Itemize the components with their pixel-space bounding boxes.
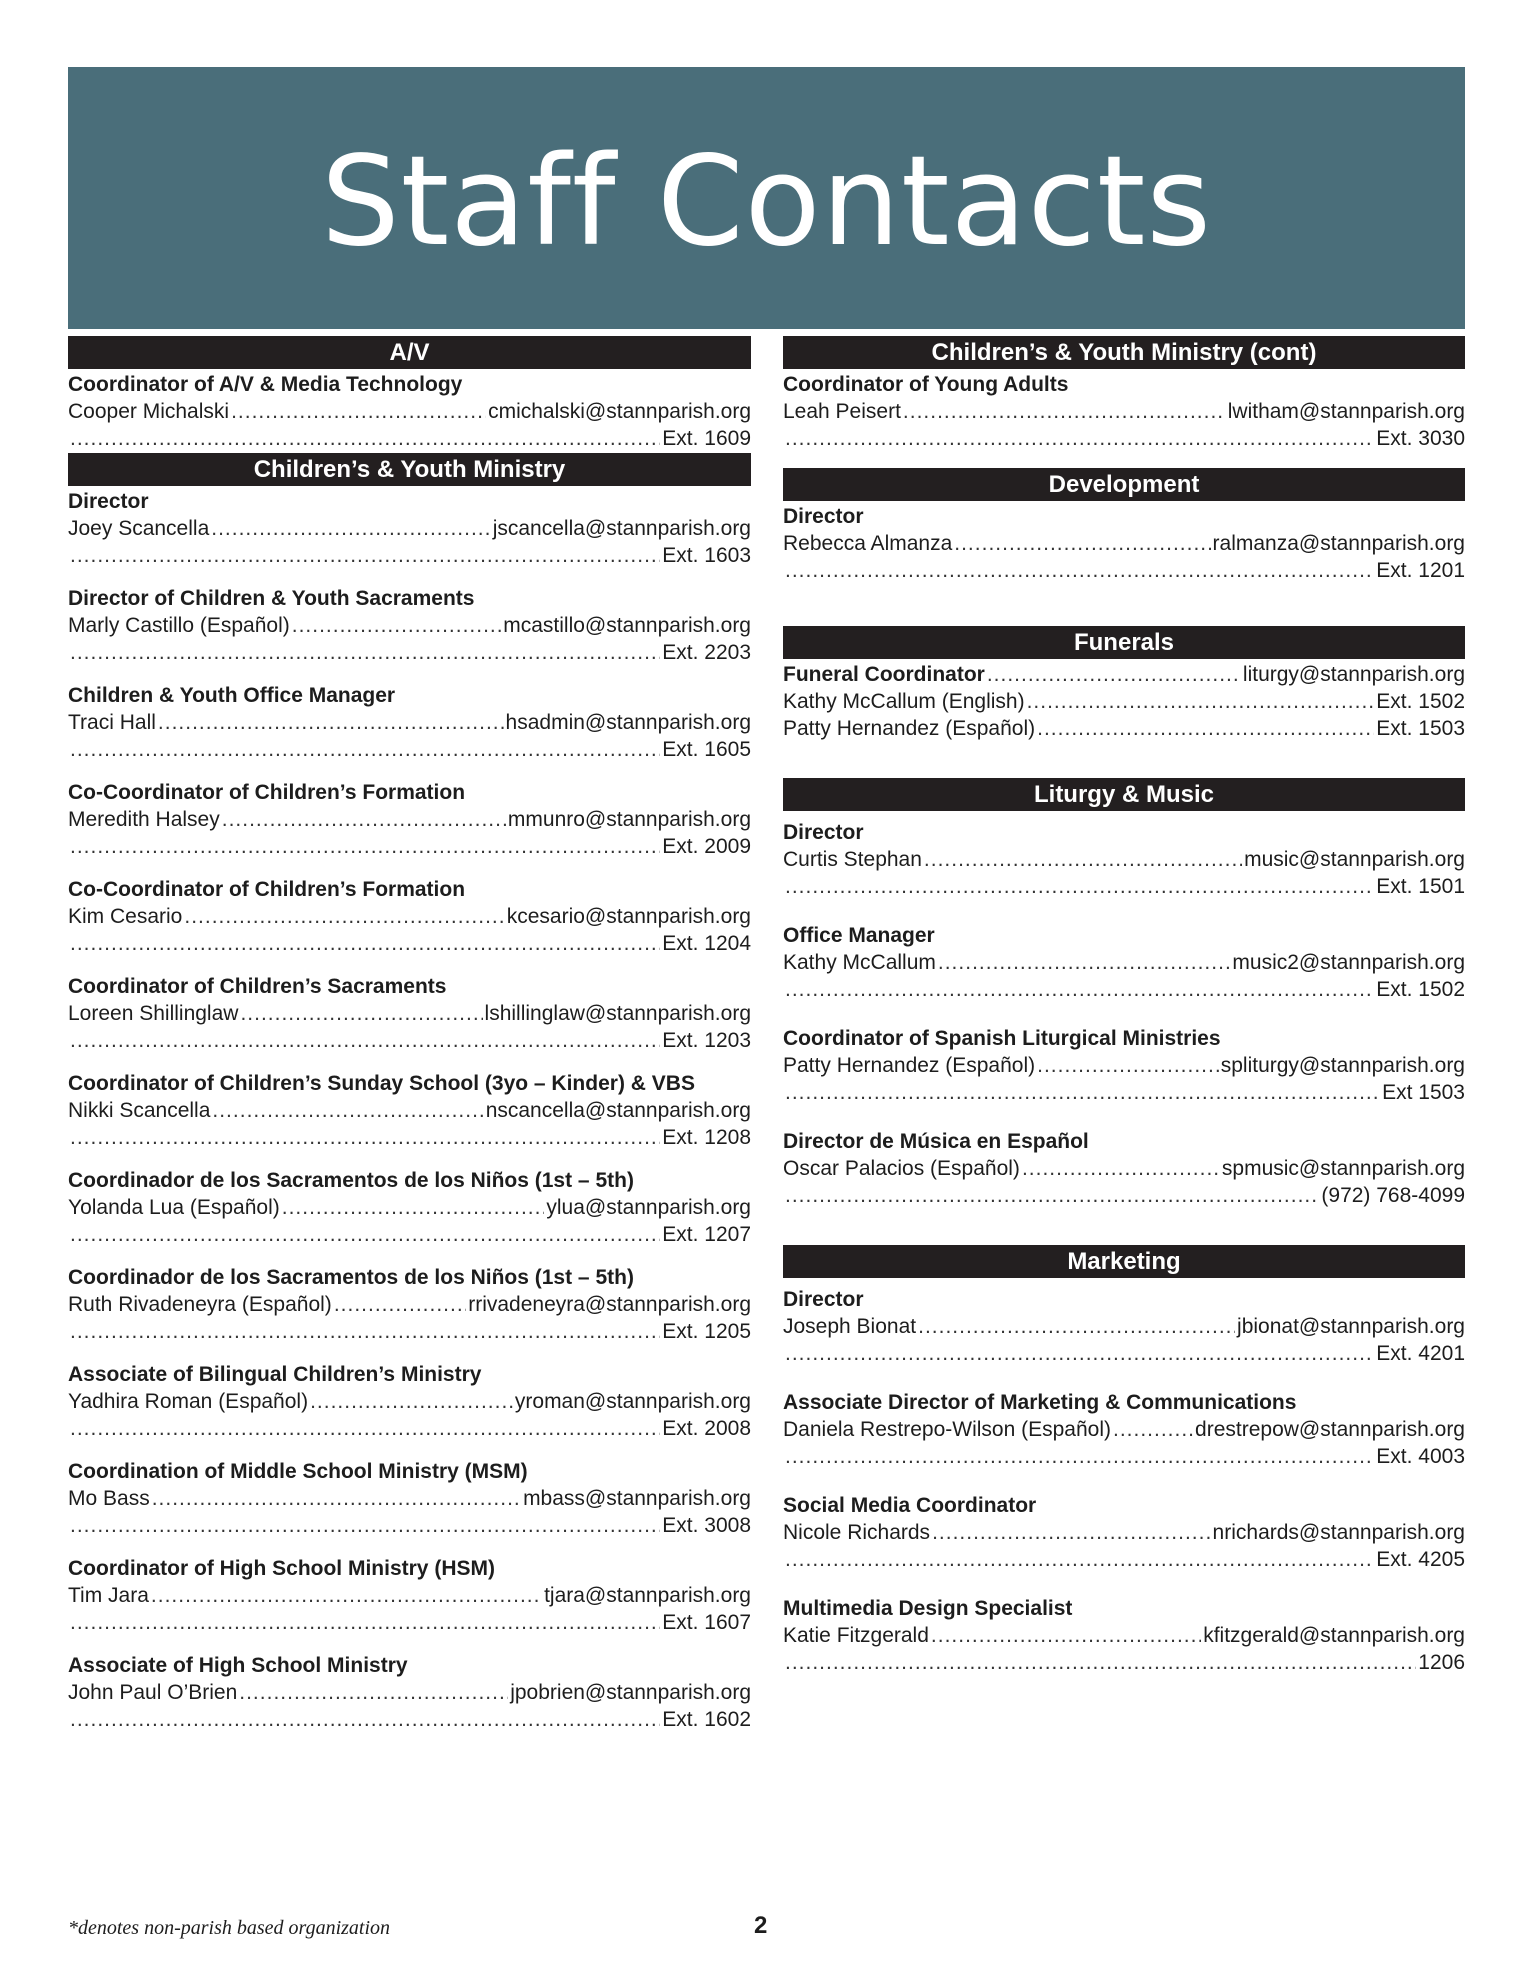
title-banner — [68, 67, 1465, 329]
contact-role: Director of Children & Youth Sacraments — [68, 587, 475, 610]
contact-entry — [783, 1025, 1465, 1106]
contact-entry — [68, 1264, 751, 1345]
contact-role: Co-Coordinator of Children’s Formation — [68, 878, 466, 901]
contact-role: Coordinator of A/V & Media Technology — [68, 373, 463, 396]
contact-phone: (972) 768-4099 — [1321, 1184, 1465, 1207]
contact-ext: Ext 1503 — [1382, 1081, 1465, 1104]
contact-role: Director de Música en Español — [783, 1130, 1089, 1153]
contact-name: John Paul O’Brien — [68, 1681, 238, 1704]
contact-email: mcastillo@stannparish.org — [503, 614, 751, 637]
contact-entry — [783, 1128, 1465, 1209]
contact-email: music@stannparish.org — [1244, 848, 1465, 871]
contact-entry — [68, 779, 751, 860]
contact-role: Social Media Coordinator — [783, 1494, 1037, 1517]
contact-role: Coordinador de los Sacramentos de los Niños (1st – 5th) — [68, 1266, 634, 1289]
contact-entry — [783, 1286, 1465, 1367]
contact-ext: Ext. 1201 — [1376, 559, 1465, 582]
contact-role: Office Manager — [783, 924, 935, 947]
contact-email: jpobrien@stannparish.org — [510, 1681, 751, 1704]
contact-name: Tim Jara — [68, 1584, 149, 1607]
contact-entry — [68, 585, 751, 666]
contact-role: Coordination of Middle School Ministry (MSM) — [68, 1460, 528, 1483]
contact-email: nscancella@stannparish.org — [485, 1099, 751, 1122]
contact-role: Coordinator of High School Ministry (HSM) — [68, 1557, 495, 1580]
contact-name: Cooper Michalski — [68, 400, 230, 423]
contact-entry — [68, 682, 751, 763]
contact-name: Ruth Rivadeneyra (Español) — [68, 1293, 332, 1316]
contact-entry — [783, 1595, 1465, 1676]
contact-role: Funeral Coordinator — [783, 663, 985, 686]
contact-role: Multimedia Design Specialist — [783, 1597, 1073, 1620]
contact-email: nrichards@stannparish.org — [1212, 1521, 1465, 1544]
right-column — [783, 336, 1465, 1676]
contact-email: rrivadeneyra@stannparish.org — [468, 1293, 751, 1316]
contact-ext: Ext. 1603 — [662, 544, 751, 567]
contact-ext: 1206 — [1418, 1651, 1465, 1674]
page-number: 2 — [754, 1912, 768, 1939]
contact-ext: Ext. 4201 — [1376, 1342, 1465, 1365]
contact-role: Associate of Bilingual Children’s Ministry — [68, 1363, 482, 1386]
contact-role: Director — [68, 490, 149, 513]
contact-ext: Ext. 1502 — [1376, 978, 1465, 1001]
contact-entry — [783, 922, 1465, 1003]
contact-role: Coordinador de los Sacramentos de los Niños (1st – 5th) — [68, 1169, 634, 1192]
contact-role: Associate of High School Ministry — [68, 1654, 408, 1677]
contact-ext: Ext. 1205 — [662, 1320, 751, 1343]
contact-entry — [783, 819, 1465, 900]
contact-name: Rebecca Almanza — [783, 532, 953, 555]
contact-ext: Ext. 1609 — [662, 427, 751, 450]
contact-name: Patty Hernandez (Español) — [783, 717, 1036, 740]
contact-name: Mo Bass — [68, 1487, 150, 1510]
contact-ext: Ext. 1503 — [1376, 717, 1465, 740]
contact-email: hsadmin@stannparish.org — [505, 711, 751, 734]
contact-ext: Ext. 1502 — [1376, 690, 1465, 713]
section-heading-av: A/V — [68, 336, 751, 369]
contact-name: Katie Fitzgerald — [783, 1624, 929, 1647]
contact-entry — [68, 1458, 751, 1539]
contact-ext: Ext. 4003 — [1376, 1445, 1465, 1468]
contact-ext: Ext. 2203 — [662, 641, 751, 664]
section-heading-marketing: Marketing — [783, 1245, 1465, 1278]
contact-role: Director — [783, 1288, 864, 1311]
contact-ext: Ext. 1602 — [662, 1708, 751, 1731]
contact-name: Yadhira Roman (Español) — [68, 1390, 309, 1413]
contact-name: Loreen Shillinglaw — [68, 1002, 239, 1025]
contact-name: Nikki Scancella — [68, 1099, 211, 1122]
contact-entry — [783, 503, 1465, 584]
contact-ext: Ext. 1207 — [662, 1223, 751, 1246]
contact-name: Kathy McCallum (English) — [783, 690, 1025, 713]
contact-entry — [68, 371, 751, 452]
contact-ext: Ext. 1501 — [1376, 875, 1465, 898]
contact-email: cmichalski@stannparish.org — [488, 400, 751, 423]
contact-role: Director — [783, 821, 864, 844]
contact-role: Co-Coordinator of Children’s Formation — [68, 781, 466, 804]
contact-entry — [783, 371, 1465, 452]
contact-ext: Ext. 1605 — [662, 738, 751, 761]
contact-email: ylua@stannparish.org — [546, 1196, 751, 1219]
section-heading-liturgy-music: Liturgy & Music — [783, 778, 1465, 811]
contact-name: Oscar Palacios (Español) — [783, 1157, 1020, 1180]
contact-email: ralmanza@stannparish.org — [1212, 532, 1465, 555]
contact-entry — [68, 1361, 751, 1442]
section-heading-funerals: Funerals — [783, 626, 1465, 659]
contact-email: drestrepow@stannparish.org — [1195, 1418, 1465, 1441]
contact-email: mmunro@stannparish.org — [507, 808, 751, 831]
contact-role: Coordinator of Children’s Sunday School (3yo – Kinder) & VBS — [68, 1072, 695, 1095]
contact-name: Yolanda Lua (Español) — [68, 1196, 280, 1219]
contact-name: Kim Cesario — [68, 905, 183, 928]
contact-ext: Ext. 1204 — [662, 932, 751, 955]
contact-name: Meredith Halsey — [68, 808, 220, 831]
contact-name: Daniela Restrepo-Wilson (Español) — [783, 1418, 1111, 1441]
footer-note: *denotes non-parish based organization — [68, 1917, 391, 1939]
contact-email: spmusic@stannparish.org — [1221, 1157, 1465, 1180]
contact-name: Curtis Stephan — [783, 848, 922, 871]
contact-ext: Ext. 1607 — [662, 1611, 751, 1634]
contact-entry — [68, 488, 751, 569]
funeral-entry — [783, 661, 1465, 742]
contact-ext: Ext. 4205 — [1376, 1548, 1465, 1571]
contact-name: Joey Scancella — [68, 517, 210, 540]
contact-email: kfitzgerald@stannparish.org — [1203, 1624, 1465, 1647]
contact-email: lshillinglaw@stannparish.org — [484, 1002, 751, 1025]
contact-role: Coordinator of Children’s Sacraments — [68, 975, 447, 998]
left-column — [68, 336, 751, 1733]
contact-email: jscancella@stannparish.org — [492, 517, 751, 540]
contact-entry — [68, 1652, 751, 1733]
contact-name: Marly Castillo (Español) — [68, 614, 290, 637]
contact-name: Leah Peisert — [783, 400, 901, 423]
contact-ext: Ext. 2008 — [662, 1417, 751, 1440]
contact-name: Patty Hernandez (Español) — [783, 1054, 1036, 1077]
contact-name: Joseph Bionat — [783, 1315, 917, 1338]
contact-ext: Ext. 3008 — [662, 1514, 751, 1537]
contact-ext: Ext. 1208 — [662, 1126, 751, 1149]
contact-email: lwitham@stannparish.org — [1227, 400, 1465, 423]
contact-email: tjara@stannparish.org — [544, 1584, 751, 1607]
contact-role: Director — [783, 505, 864, 528]
contact-ext: Ext. 3030 — [1376, 427, 1465, 450]
section-heading-childrens-youth-cont: Children’s & Youth Ministry (cont) — [783, 336, 1465, 369]
contact-email: music2@stannparish.org — [1232, 951, 1465, 974]
contact-entry — [68, 973, 751, 1054]
contact-role: Children & Youth Office Manager — [68, 684, 396, 707]
contact-entry — [68, 1555, 751, 1636]
contact-role: Coordinator of Spanish Liturgical Ministries — [783, 1027, 1221, 1050]
contact-entry — [68, 1070, 751, 1151]
contact-entry — [783, 1389, 1465, 1470]
contact-ext: Ext. 1203 — [662, 1029, 751, 1052]
contact-name: Nicole Richards — [783, 1521, 931, 1544]
contact-role: Associate Director of Marketing & Communications — [783, 1391, 1297, 1414]
contact-email: liturgy@stannparish.org — [1242, 663, 1465, 686]
contact-entry — [783, 1492, 1465, 1573]
contact-email: mbass@stannparish.org — [523, 1487, 751, 1510]
contact-ext: Ext. 2009 — [662, 835, 751, 858]
page-title: Staff Contacts — [320, 130, 1213, 274]
contact-name: Kathy McCallum — [783, 951, 936, 974]
contact-email: spliturgy@stannparish.org — [1220, 1054, 1465, 1077]
section-heading-development: Development — [783, 468, 1465, 501]
contact-name: Traci Hall — [68, 711, 156, 734]
section-heading-childrens-youth: Children’s & Youth Ministry — [68, 453, 751, 486]
contact-entry — [68, 876, 751, 957]
contact-email: jbionat@stannparish.org — [1237, 1315, 1465, 1338]
contact-email: yroman@stannparish.org — [514, 1390, 751, 1413]
contact-role: Coordinator of Young Adults — [783, 373, 1069, 396]
contact-entry — [68, 1167, 751, 1248]
contact-email: kcesario@stannparish.org — [506, 905, 751, 928]
